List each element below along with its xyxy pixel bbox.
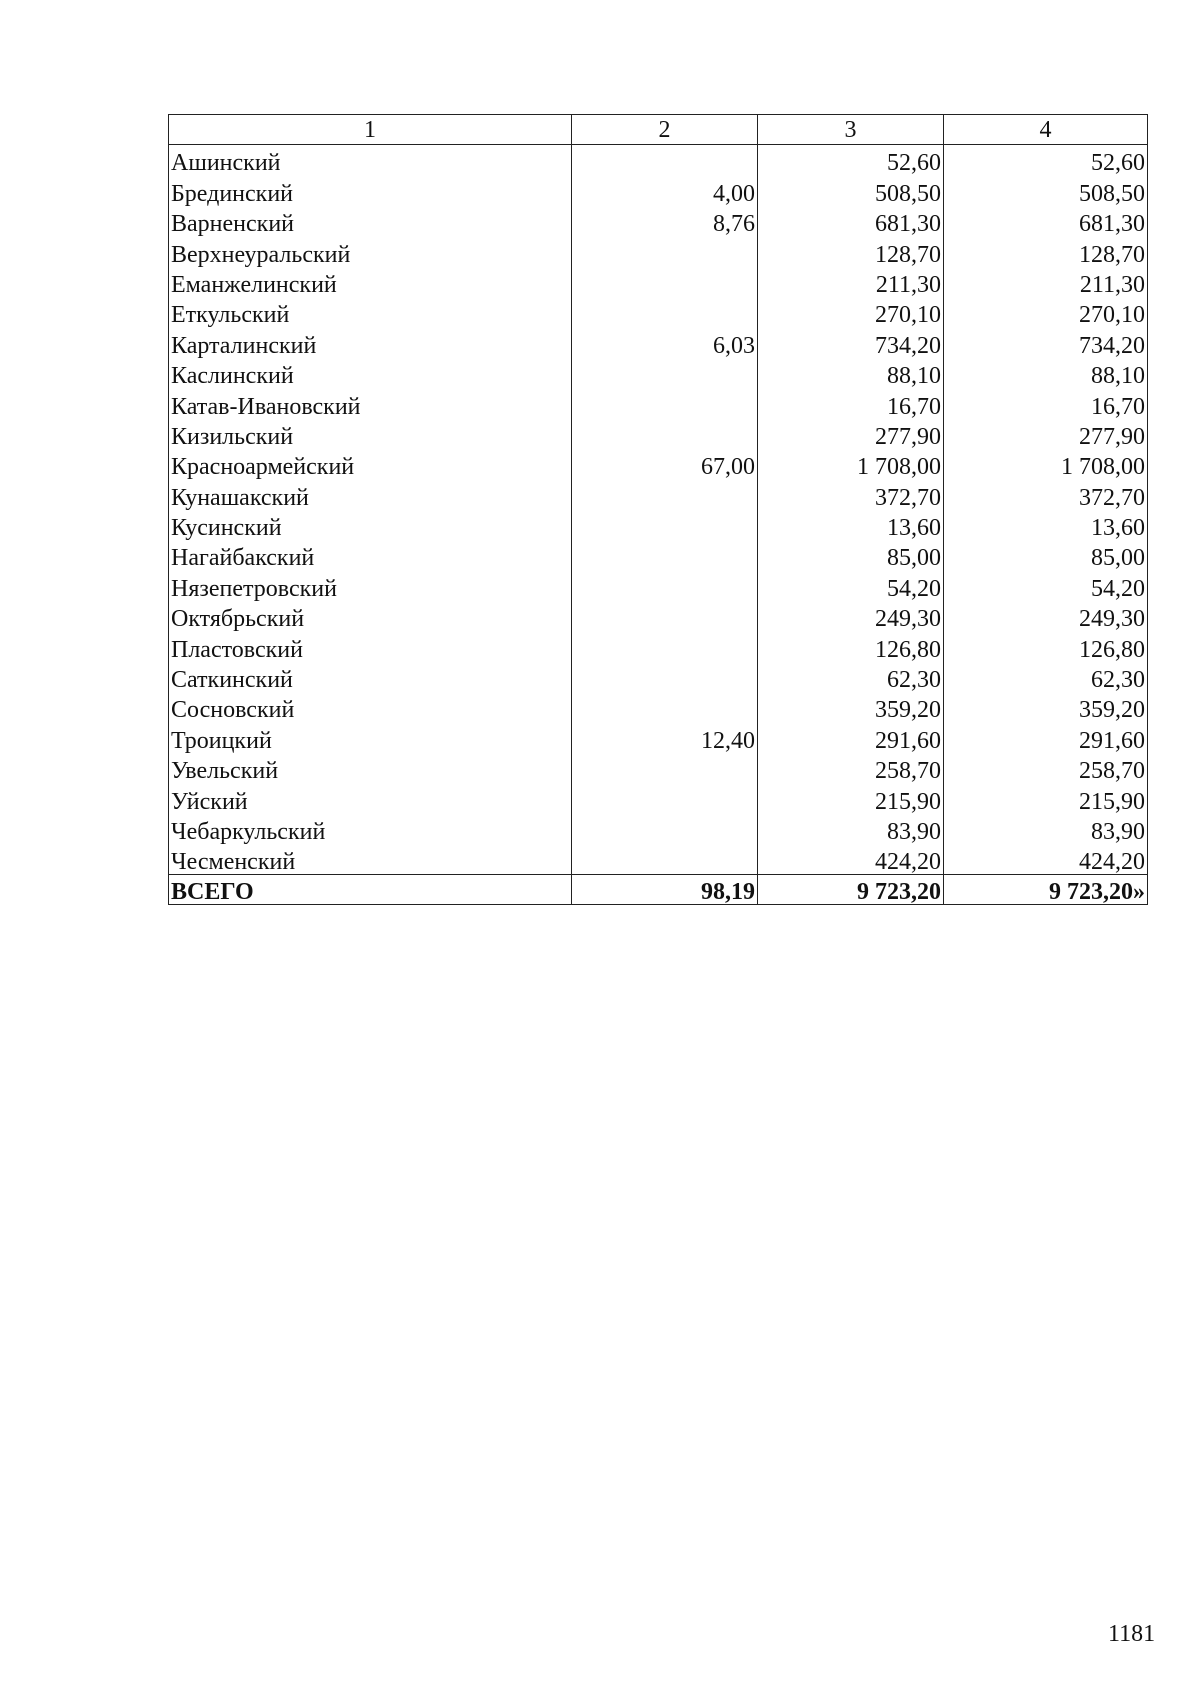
value-col-4: 277,90 <box>944 419 1148 449</box>
district-name: Нязепетровский <box>169 570 572 600</box>
value-col-3: 85,00 <box>758 540 944 570</box>
value-col-2 <box>572 631 758 661</box>
total-col-2: 98,19 <box>572 875 758 905</box>
table-row <box>169 540 1148 570</box>
value-col-2 <box>572 844 758 875</box>
value-col-4: 54,20 <box>944 570 1148 600</box>
value-col-4: 258,70 <box>944 753 1148 783</box>
table-row <box>169 358 1148 388</box>
district-name: Октябрьский <box>169 601 572 631</box>
value-col-3: 734,20 <box>758 327 944 357</box>
district-name: Еманжелинский <box>169 267 572 297</box>
district-name: Кусинский <box>169 510 572 540</box>
table-row <box>169 510 1148 540</box>
value-col-4: 126,80 <box>944 631 1148 661</box>
value-col-3: 52,60 <box>758 145 944 176</box>
table-row <box>169 388 1148 418</box>
value-col-4: 215,90 <box>944 783 1148 813</box>
value-col-3: 126,80 <box>758 631 944 661</box>
value-col-4: 83,90 <box>944 814 1148 844</box>
district-name: Кизильский <box>169 419 572 449</box>
value-col-2 <box>572 814 758 844</box>
value-col-2 <box>572 753 758 783</box>
column-header-3: 3 <box>758 115 944 145</box>
district-name: Верхнеуральский <box>169 236 572 266</box>
table-row <box>169 753 1148 783</box>
district-name: Саткинский <box>169 662 572 692</box>
value-col-3: 270,10 <box>758 297 944 327</box>
value-col-3: 16,70 <box>758 388 944 418</box>
value-col-4: 85,00 <box>944 540 1148 570</box>
table-row <box>169 662 1148 692</box>
value-col-3: 83,90 <box>758 814 944 844</box>
district-name: Чесменский <box>169 844 572 875</box>
total-col-3: 9 723,20 <box>758 875 944 905</box>
value-col-2: 8,76 <box>572 206 758 236</box>
table-row <box>169 631 1148 661</box>
district-name: Еткульский <box>169 297 572 327</box>
value-col-4: 291,60 <box>944 722 1148 752</box>
district-name: Пластовский <box>169 631 572 661</box>
table-row <box>169 236 1148 266</box>
value-col-2 <box>572 267 758 297</box>
page-number: 1181 <box>1108 1621 1156 1647</box>
value-col-3: 13,60 <box>758 510 944 540</box>
value-col-2: 12,40 <box>572 722 758 752</box>
value-col-3: 211,30 <box>758 267 944 297</box>
value-col-3: 258,70 <box>758 753 944 783</box>
value-col-3: 128,70 <box>758 236 944 266</box>
value-col-2 <box>572 297 758 327</box>
value-col-3: 359,20 <box>758 692 944 722</box>
value-col-4: 270,10 <box>944 297 1148 327</box>
value-col-2 <box>572 662 758 692</box>
value-col-3: 1 708,00 <box>758 449 944 479</box>
value-col-2 <box>572 145 758 176</box>
district-name: Варненский <box>169 206 572 236</box>
table-row <box>169 175 1148 205</box>
table-row <box>169 479 1148 509</box>
district-name: Катав-Ивановский <box>169 388 572 418</box>
value-col-2 <box>572 692 758 722</box>
value-col-2 <box>572 388 758 418</box>
value-col-4: 62,30 <box>944 662 1148 692</box>
table-row <box>169 449 1148 479</box>
value-col-2 <box>572 419 758 449</box>
value-col-4: 16,70 <box>944 388 1148 418</box>
value-col-3: 424,20 <box>758 844 944 875</box>
value-col-3: 291,60 <box>758 722 944 752</box>
value-col-2 <box>572 783 758 813</box>
value-col-4: 359,20 <box>944 692 1148 722</box>
table-row <box>169 297 1148 327</box>
district-name: Уйский <box>169 783 572 813</box>
value-col-2: 4,00 <box>572 175 758 205</box>
column-header-4: 4 <box>944 115 1148 145</box>
district-name: Брединский <box>169 175 572 205</box>
table-row <box>169 814 1148 844</box>
table-row <box>169 327 1148 357</box>
value-col-3: 277,90 <box>758 419 944 449</box>
district-name: Красноармейский <box>169 449 572 479</box>
table-row <box>169 692 1148 722</box>
total-col-4: 9 723,20» <box>944 875 1148 905</box>
value-col-4: 13,60 <box>944 510 1148 540</box>
value-col-2 <box>572 358 758 388</box>
table-row <box>169 267 1148 297</box>
district-name: Карталинский <box>169 327 572 357</box>
value-col-3: 681,30 <box>758 206 944 236</box>
value-col-3: 249,30 <box>758 601 944 631</box>
district-name: Каслинский <box>169 358 572 388</box>
value-col-4: 128,70 <box>944 236 1148 266</box>
value-col-4: 211,30 <box>944 267 1148 297</box>
value-col-4: 88,10 <box>944 358 1148 388</box>
value-col-2: 6,03 <box>572 327 758 357</box>
total-row <box>169 875 1148 905</box>
header-row <box>169 115 1148 145</box>
data-table <box>168 114 1148 905</box>
value-col-3: 372,70 <box>758 479 944 509</box>
value-col-2 <box>572 570 758 600</box>
district-name: Ашинский <box>169 145 572 176</box>
district-name: Кунашакский <box>169 479 572 509</box>
value-col-4: 508,50 <box>944 175 1148 205</box>
district-name: Чебаркульский <box>169 814 572 844</box>
value-col-2 <box>572 236 758 266</box>
value-col-2 <box>572 479 758 509</box>
value-col-3: 88,10 <box>758 358 944 388</box>
district-name: Троицкий <box>169 722 572 752</box>
district-name: Увельский <box>169 753 572 783</box>
value-col-4: 424,20 <box>944 844 1148 875</box>
value-col-4: 681,30 <box>944 206 1148 236</box>
value-col-2 <box>572 510 758 540</box>
value-col-2 <box>572 601 758 631</box>
value-col-3: 62,30 <box>758 662 944 692</box>
value-col-3: 54,20 <box>758 570 944 600</box>
value-col-3: 508,50 <box>758 175 944 205</box>
table-row <box>169 783 1148 813</box>
district-name: Нагайбакский <box>169 540 572 570</box>
total-label: ВСЕГО <box>169 875 572 905</box>
column-header-2: 2 <box>572 115 758 145</box>
table-row <box>169 145 1148 176</box>
district-name: Сосновский <box>169 692 572 722</box>
value-col-4: 249,30 <box>944 601 1148 631</box>
table-row <box>169 570 1148 600</box>
column-header-1: 1 <box>169 115 572 145</box>
value-col-4: 372,70 <box>944 479 1148 509</box>
table-row <box>169 844 1148 875</box>
value-col-4: 52,60 <box>944 145 1148 176</box>
value-col-3: 215,90 <box>758 783 944 813</box>
value-col-4: 734,20 <box>944 327 1148 357</box>
table-row <box>169 722 1148 752</box>
value-col-2 <box>572 540 758 570</box>
value-col-2: 67,00 <box>572 449 758 479</box>
table-row <box>169 601 1148 631</box>
table-row <box>169 419 1148 449</box>
table-row <box>169 206 1148 236</box>
value-col-4: 1 708,00 <box>944 449 1148 479</box>
